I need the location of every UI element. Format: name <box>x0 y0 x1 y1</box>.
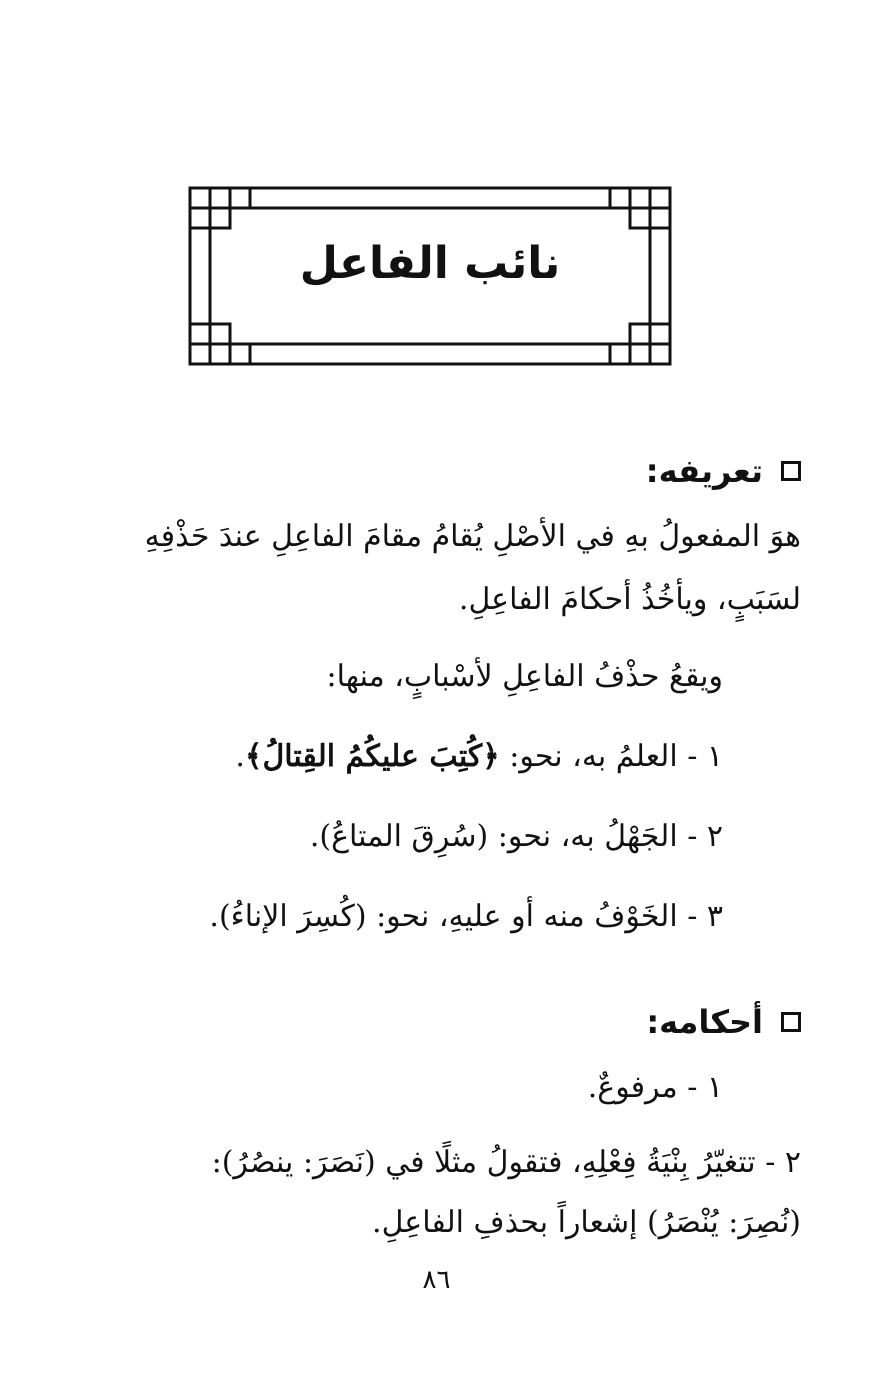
quran-verse: ﴿كُتِبَ عليكُمُ القِتالُ﴾ <box>244 739 500 774</box>
page-number: ٨٦ <box>422 1265 451 1295</box>
cause-item-1-end: . <box>235 739 245 774</box>
cause-item-1 <box>235 739 723 774</box>
cause-item-1-text: ١ - العلمُ به، نحو: <box>499 739 723 774</box>
definition-line-2: لسَبَبٍ، ويأخُذُ أحكامَ الفاعِلِ. <box>458 582 801 617</box>
cause-item-2: ٢ - الجَهْلُ به، نحو: (سُرِقَ المتاعُ). <box>309 819 723 854</box>
square-bullet-icon <box>781 1012 801 1032</box>
rules-heading <box>646 1003 801 1041</box>
definition-heading-label: تعريفه: <box>645 452 763 490</box>
rule-item-1: ١ - مرفوعٌ. <box>587 1070 723 1105</box>
definition-line-1: هوَ المفعولُ بهِ في الأصْلِ يُقامُ مقامَ الفاعِلِ عندَ حَذْفِهِ <box>144 519 801 554</box>
page-title: نائب الفاعل <box>299 238 561 289</box>
rule-item-2-line-1: ٢ - تتغيّرُ بِنْيَةُ فِعْلِهِ، فتقولُ مثلًا في (نَصَرَ: ينصُرُ): <box>211 1145 801 1180</box>
rule-item-2-line-2: (نُصِرَ: يُنْصَرُ) إشعاراً بحذفِ الفاعِلِ. <box>372 1205 801 1240</box>
title-frame <box>182 180 678 372</box>
rules-heading-label: أحكامه: <box>646 1003 763 1041</box>
cause-item-3: ٣ - الخَوْفُ منه أو عليهِ، نحو: (كُسِرَ الإناءُ). <box>209 899 723 934</box>
square-bullet-icon <box>781 461 801 481</box>
definition-heading <box>646 452 801 490</box>
causes-intro: ويقعُ حذْفُ الفاعِلِ لأسْبابٍ، منها: <box>326 659 723 694</box>
